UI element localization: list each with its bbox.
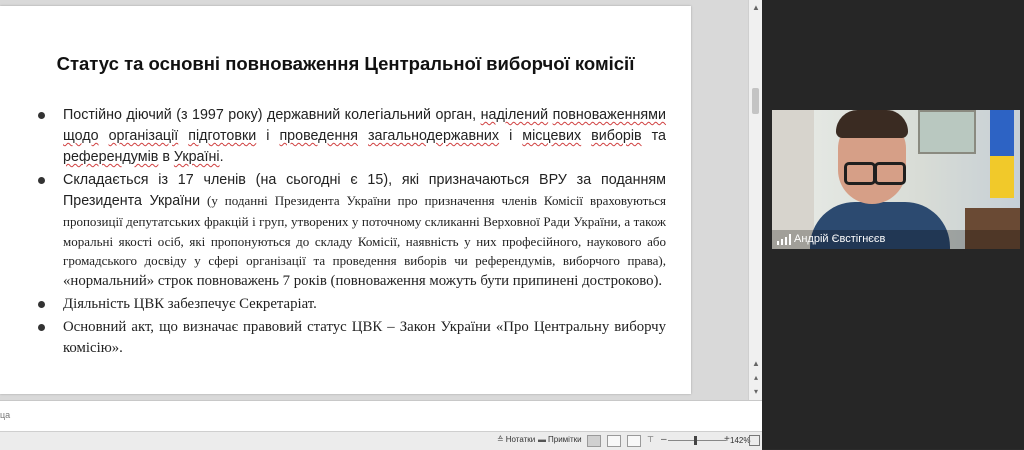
spellcheck-word: виборів [591, 128, 642, 144]
bullet-fragment: і [256, 128, 280, 144]
zoom-out-icon[interactable]: – [661, 434, 667, 445]
spellcheck-word: наділений [480, 107, 549, 123]
slideshow-icon: ⊤ [647, 435, 654, 444]
zoom-in-icon[interactable]: + [724, 434, 730, 445]
zoom-slider[interactable] [668, 440, 726, 441]
spellcheck-word: загальнодержавних [368, 128, 500, 144]
next-slide-icon[interactable]: ▾ [753, 387, 758, 396]
bullet-fragment [178, 128, 188, 144]
participant-video-tile[interactable] [772, 110, 1020, 249]
bullet-text [63, 107, 666, 165]
bullet-icon [38, 177, 45, 184]
bullet-fragment: і [499, 128, 523, 144]
bullet-detail-text: (у поданні Президента України про призначення членів Комісії враховуються пропозиції депутатських фракцій і груп, утворених у поточному скликанні Верховної Ради України, а також моральні якості осіб, які пропонуються до складу Комісії, наявність у них професійного, наукового або громадського досвіду у сфері організації та проведення виборів чи референдумів, виборчого права), [63, 193, 666, 268]
bullet-fragment: . [219, 149, 224, 165]
slideshow-button[interactable] [647, 435, 654, 444]
participant-nameplate [772, 230, 1020, 249]
notes-label: Нотатки [505, 435, 536, 444]
video-panel [762, 0, 1024, 449]
bullet-fragment [581, 128, 591, 144]
video-wall-map [918, 110, 976, 154]
status-bar [0, 431, 762, 450]
notes-toggle[interactable] [497, 435, 535, 444]
bullet-fragment [358, 128, 368, 144]
bullet-tail-text: «нормальний» строк повноважень 7 років (повноваження можуть бути припинені достроково). [63, 272, 663, 289]
signal-strength-icon [777, 234, 791, 245]
spellcheck-word: референдумів [63, 149, 159, 165]
bullet-icon [38, 324, 45, 331]
slide-sorter-button[interactable] [607, 435, 621, 447]
bullet-fragment [99, 128, 109, 144]
video-door [772, 110, 814, 249]
comments-toggle[interactable] [538, 435, 582, 444]
glasses-right [874, 162, 906, 185]
bullet-icon [38, 301, 45, 308]
bullet-text: Основний акт, що визначає правовий статус ЦВК – Закон України «Про Центральну виборчу комісію». [63, 318, 666, 356]
participant-hair [836, 110, 908, 138]
fit-to-window-icon[interactable] [749, 435, 760, 446]
bullet-fragment: та [641, 128, 666, 144]
notes-icon: ≙ [497, 435, 504, 444]
bullet-item [36, 294, 666, 315]
normal-view-button[interactable] [587, 435, 601, 447]
glasses-left [844, 162, 876, 185]
video-flag-lower [990, 156, 1014, 198]
spellcheck-word: проведення [279, 128, 358, 144]
spellcheck-word: щодо [63, 128, 99, 144]
scroll-thumb[interactable] [752, 88, 759, 114]
video-flag [990, 110, 1014, 156]
notes-text: ца [0, 410, 11, 420]
slide-title: Статус та основні повноваження Центральної виборчої комісії [56, 53, 635, 74]
bullet-item [36, 317, 666, 359]
prev-slide-icon[interactable]: ▴ [753, 373, 758, 382]
reading-view-button[interactable] [627, 435, 641, 447]
bullet-item [36, 105, 666, 168]
spellcheck-word: повноваженнями [552, 107, 666, 123]
scroll-up-icon[interactable]: ▲ [752, 3, 760, 12]
zoom-level[interactable]: 142% [730, 436, 751, 445]
slide[interactable] [0, 6, 691, 394]
bullet-fragment: в [158, 149, 174, 165]
bullet-item [36, 170, 666, 292]
spellcheck-word: місцевих [522, 128, 582, 144]
bullet-text: Діяльність ЦВК забезпечує Секретаріат. [63, 295, 317, 312]
zoom-slider-thumb[interactable] [694, 436, 697, 445]
spellcheck-word: підготовки [188, 128, 257, 144]
spellcheck-word: організації [108, 128, 179, 144]
notes-pane[interactable] [0, 400, 762, 432]
participant-name: Андрій Євстігнєєв [794, 233, 886, 245]
spellcheck-word: Україні [173, 149, 220, 165]
bullet-icon [38, 112, 45, 119]
vertical-scrollbar[interactable] [748, 0, 763, 400]
comment-icon: ▬ [538, 435, 546, 444]
scroll-down-icon[interactable]: ▲ [752, 359, 760, 368]
bullet-list [36, 105, 666, 361]
comments-label: Примітки [548, 435, 582, 444]
bullet-lead-text: Складається із 17 членів (на сьогодні є 15), які призначаються ВРУ за поданням Президента України [63, 172, 666, 209]
bullet-fragment: Постійно діючий (з 1997 року) державний колегіальний орган, [63, 107, 481, 123]
